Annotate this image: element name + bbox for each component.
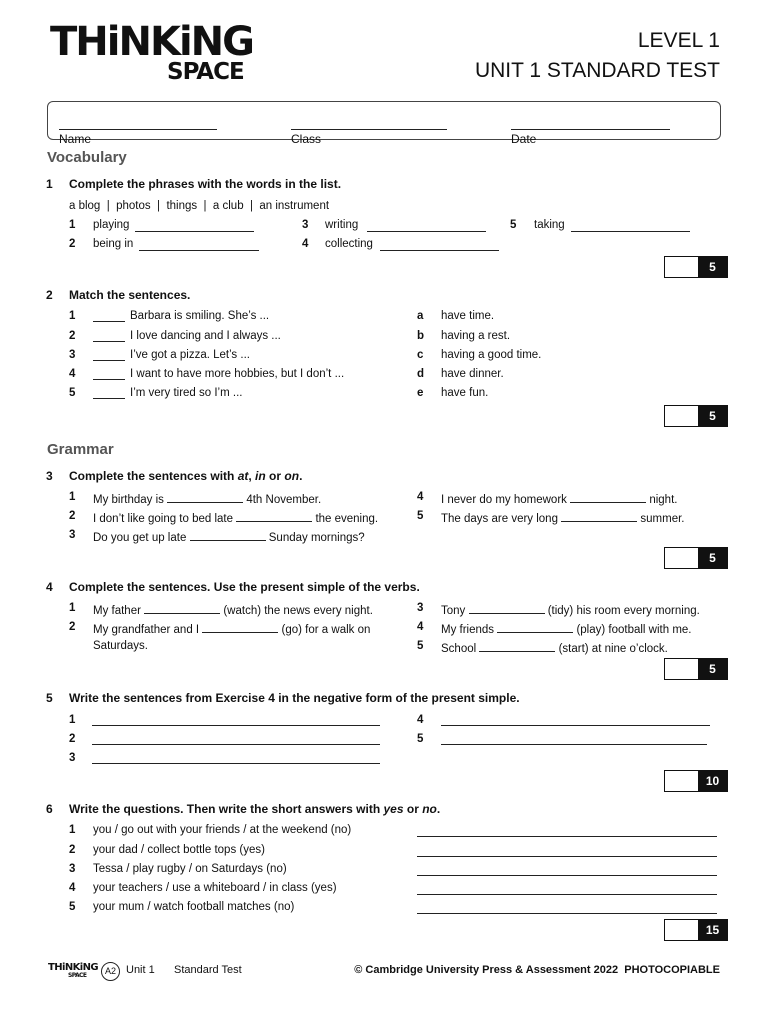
q1-score-box: 5: [664, 256, 728, 278]
q4-score-box: 5: [664, 658, 728, 680]
q5-item-number: 4: [417, 714, 424, 726]
q1-item: being in: [93, 238, 134, 250]
score-field[interactable]: [665, 548, 698, 568]
q2-answer-line[interactable]: [93, 360, 125, 361]
q1-item: taking: [534, 219, 565, 231]
q2-instruction: Match the sentences.: [69, 288, 191, 302]
q2-right-item: have time.: [441, 310, 495, 322]
q6-item: your dad / collect bottle tops (yes): [93, 844, 265, 856]
q3-item-number: 4: [417, 491, 424, 503]
level-title: LEVEL 1: [637, 29, 720, 52]
q4-item-continuation: Saturdays.: [93, 640, 148, 652]
q6-item: you / go out with your friends / at the weekend (no): [93, 824, 352, 836]
q1-item-number: 1: [69, 219, 76, 231]
q1-answer-line[interactable]: [135, 231, 254, 232]
q4-item-number: 3: [417, 602, 424, 614]
q1-answer-line[interactable]: [571, 231, 690, 232]
q5-answer-line[interactable]: [441, 744, 707, 745]
q4-item: My friends (play) football with me.: [441, 620, 692, 637]
score-field[interactable]: [665, 406, 698, 426]
name-field[interactable]: [59, 117, 217, 130]
date-field[interactable]: [511, 117, 670, 130]
q4-instruction: Complete the sentences. Use the present simple of the verbs.: [69, 580, 420, 594]
q2-score-box: 5: [664, 405, 728, 427]
q3-item: Do you get up late Sunday mornings?: [93, 528, 365, 545]
q5-score-box: 10: [664, 770, 728, 792]
q6-item-number: 3: [69, 863, 76, 875]
q4-item-number: 2: [69, 621, 76, 633]
q2-answer-line[interactable]: [93, 341, 125, 342]
q1-answer-line[interactable]: [380, 250, 499, 251]
student-info-box: [47, 101, 721, 146]
q3-item: The days are very long summer.: [441, 509, 684, 526]
logo-space: SPACE: [167, 59, 244, 85]
q2-answer-line[interactable]: [93, 379, 125, 380]
q6-item-number: 2: [69, 844, 76, 856]
q2-number: 2: [46, 288, 53, 302]
q4-item-number: 1: [69, 602, 76, 614]
q2-right-item: have dinner.: [441, 368, 504, 380]
q2-item-number: 1: [69, 310, 76, 322]
q1-word-list: a blog | photos | things | a club | an instrument: [69, 200, 330, 212]
footer-unit: Unit 1: [126, 964, 155, 976]
level-badge: A2: [101, 962, 120, 981]
q6-item-number: 1: [69, 824, 76, 836]
q2-item-number: 3: [69, 349, 76, 361]
footer-test: Standard Test: [174, 964, 242, 976]
footer-copyright: © Cambridge University Press & Assessment 2022 PHOTOCOPIABLE: [354, 964, 720, 976]
q2-left-item: I’ve got a pizza. Let’s ...: [130, 349, 250, 361]
q2-right-item: have fun.: [441, 387, 489, 399]
q4-item: Tony (tidy) his room every morning.: [441, 601, 700, 618]
q6-item: your mum / watch football matches (no): [93, 901, 295, 913]
q5-answer-line[interactable]: [92, 744, 380, 745]
q5-item-number: 3: [69, 752, 76, 764]
q3-item-number: 5: [417, 510, 424, 522]
section-grammar: Grammar: [47, 441, 114, 458]
score-field[interactable]: [665, 257, 698, 277]
q5-answer-line[interactable]: [92, 725, 380, 726]
q3-instruction: Complete the sentences with at, in or on.: [69, 469, 303, 483]
q2-right-letter: d: [417, 368, 425, 380]
q6-score-box: 15: [664, 919, 728, 941]
q2-item-number: 5: [69, 387, 76, 399]
q6-answer-line[interactable]: [417, 913, 717, 914]
footer-logo: THiNKiNG SPACE: [48, 962, 98, 979]
q2-right-letter: e: [417, 387, 424, 399]
q3-item-number: 3: [69, 529, 76, 541]
q5-item-number: 1: [69, 714, 76, 726]
q1-answer-line[interactable]: [139, 250, 259, 251]
q3-item-number: 2: [69, 510, 76, 522]
q5-answer-line[interactable]: [92, 763, 380, 764]
q2-right-letter: c: [417, 349, 424, 361]
q5-item-number: 5: [417, 733, 424, 745]
q6-answer-line[interactable]: [417, 856, 717, 857]
q4-item: My grandfather and I (go) for a walk on: [93, 620, 370, 637]
class-label: Class: [291, 132, 322, 146]
q6-answer-line[interactable]: [417, 836, 717, 837]
test-title: UNIT 1 STANDARD TEST: [474, 59, 720, 82]
q4-item-number: 5: [417, 640, 424, 652]
q2-left-item: I’m very tired so I’m ...: [130, 387, 243, 399]
q3-item-number: 1: [69, 491, 76, 503]
class-field[interactable]: [291, 117, 447, 130]
q3-item: I never do my homework night.: [441, 490, 677, 507]
q2-right-item: having a rest.: [441, 330, 511, 342]
q3-score-box: 5: [664, 547, 728, 569]
q2-left-item: I love dancing and I always ...: [130, 330, 281, 342]
q1-item: collecting: [325, 238, 373, 250]
q1-item: writing: [325, 219, 359, 231]
name-label: Name: [59, 132, 92, 146]
q4-item: School (start) at nine o’clock.: [441, 639, 668, 656]
q4-item-number: 4: [417, 621, 424, 633]
q6-item-number: 5: [69, 901, 76, 913]
q3-number: 3: [46, 469, 53, 483]
q1-answer-line[interactable]: [367, 231, 486, 232]
q1-number: 1: [46, 177, 53, 191]
q1-item-number: 5: [510, 219, 517, 231]
q6-item: Tessa / play rugby / on Saturdays (no): [93, 863, 287, 875]
q5-instruction: Write the sentences from Exercise 4 in the negative form of the present simple.: [69, 691, 520, 705]
score-field[interactable]: [665, 659, 698, 679]
q1-item: playing: [93, 219, 130, 231]
q6-answer-line[interactable]: [417, 875, 717, 876]
q6-number: 6: [46, 802, 53, 816]
q6-item: your teachers / use a whiteboard / in class (yes): [93, 882, 337, 894]
q5-answer-line[interactable]: [441, 725, 710, 726]
q3-item: I don’t like going to bed late the evening.: [93, 509, 378, 526]
logo-thinking: THiNKiNG: [50, 19, 253, 65]
q3-item: My birthday is 4th November.: [93, 490, 321, 507]
q2-answer-line[interactable]: [93, 398, 125, 399]
q6-instruction: Write the questions. Then write the short answers with yes or no.: [69, 802, 441, 816]
q4-number: 4: [46, 580, 53, 594]
date-label: Date: [511, 132, 537, 146]
q2-left-item: Barbara is smiling. She’s ...: [130, 310, 270, 322]
q4-item: My father (watch) the news every night.: [93, 601, 373, 618]
q6-item-number: 4: [69, 882, 76, 894]
section-vocabulary: Vocabulary: [47, 149, 127, 166]
q5-item-number: 2: [69, 733, 76, 745]
q2-answer-line[interactable]: [93, 321, 125, 322]
q5-number: 5: [46, 691, 53, 705]
q2-right-item: having a good time.: [441, 349, 542, 361]
q1-item-number: 3: [302, 219, 309, 231]
q2-left-item: I want to have more hobbies, but I don’t ...: [130, 368, 345, 380]
q2-right-letter: b: [417, 330, 425, 342]
q1-item-number: 4: [302, 238, 309, 250]
q1-item-number: 2: [69, 238, 76, 250]
q1-instruction: Complete the phrases with the words in the list.: [69, 177, 342, 191]
q2-item-number: 2: [69, 330, 76, 342]
q6-answer-line[interactable]: [417, 894, 717, 895]
score-field[interactable]: [665, 771, 698, 791]
q2-item-number: 4: [69, 368, 76, 380]
q2-right-letter: a: [417, 310, 424, 322]
score-field[interactable]: [665, 920, 698, 940]
